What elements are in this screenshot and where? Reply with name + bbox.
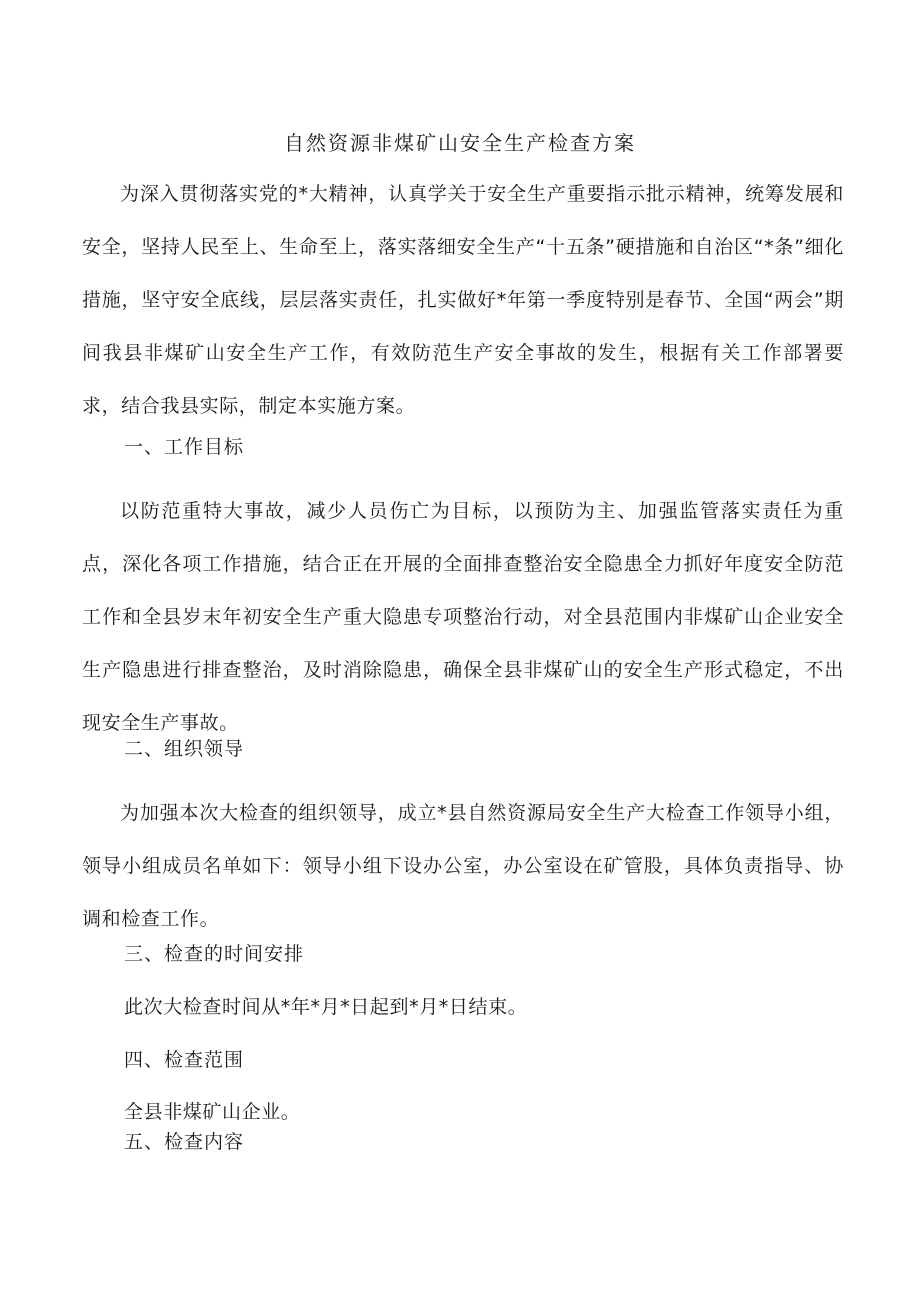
document-title: 自然资源非煤矿山安全生产检查方案 xyxy=(284,131,636,155)
section-body-scope: 全县非煤矿山企业。 xyxy=(124,1101,301,1123)
section-heading-goals: 一、工作目标 xyxy=(124,436,245,458)
section-body-goals: 以防范重特大事故，减少人员伤亡为目标，以预防为主、加强监管落实责任为重点，深化各项工作措施，结合正在开展的全面排查整治安全隐患全力抓好年度安全防范工作和全县岁末年初安全生产重大隐患专项整治行动，对全县范围内非煤矿山企业安全生产隐患进行排查整治，及时消除隐患，确保全县非煤矿山的安全生产形式稳定，不出现安全生产事故。 xyxy=(82,500,844,734)
section-body-schedule: 此次大检查时间从*年*月*日起到*月*日结束。 xyxy=(124,996,528,1018)
intro-paragraph: 为深入贯彻落实党的*大精神，认真学关于安全生产重要指示批示精神，统筹发展和安全，坚持人民至上、生命至上，落实落细安全生产“十五条”硬措施和自治区“*条”细化措施，坚守安全底线，层层落实责任，扎实做好*年第一季度特别是春节、全国“两会”期间我县非煤矿山安全生产工作，有效防范生产安全事故的发生，根据有关工作部署要求，结合我县实际，制定本实施方案。 xyxy=(82,183,844,417)
section-heading-content: 五、检查内容 xyxy=(124,1131,245,1153)
section-heading-organization: 二、组织领导 xyxy=(124,738,245,760)
section-heading-schedule: 三、检查的时间安排 xyxy=(124,943,305,965)
section-body-organization: 为加强本次大检查的组织领导，成立*县自然资源局安全生产大检查工作领导小组，领导小组成员名单如下：领导小组下设办公室，办公室设在矿管股，具体负责指导、协调和检查工作。 xyxy=(82,802,844,930)
section-heading-scope: 四、检查范围 xyxy=(124,1049,245,1071)
